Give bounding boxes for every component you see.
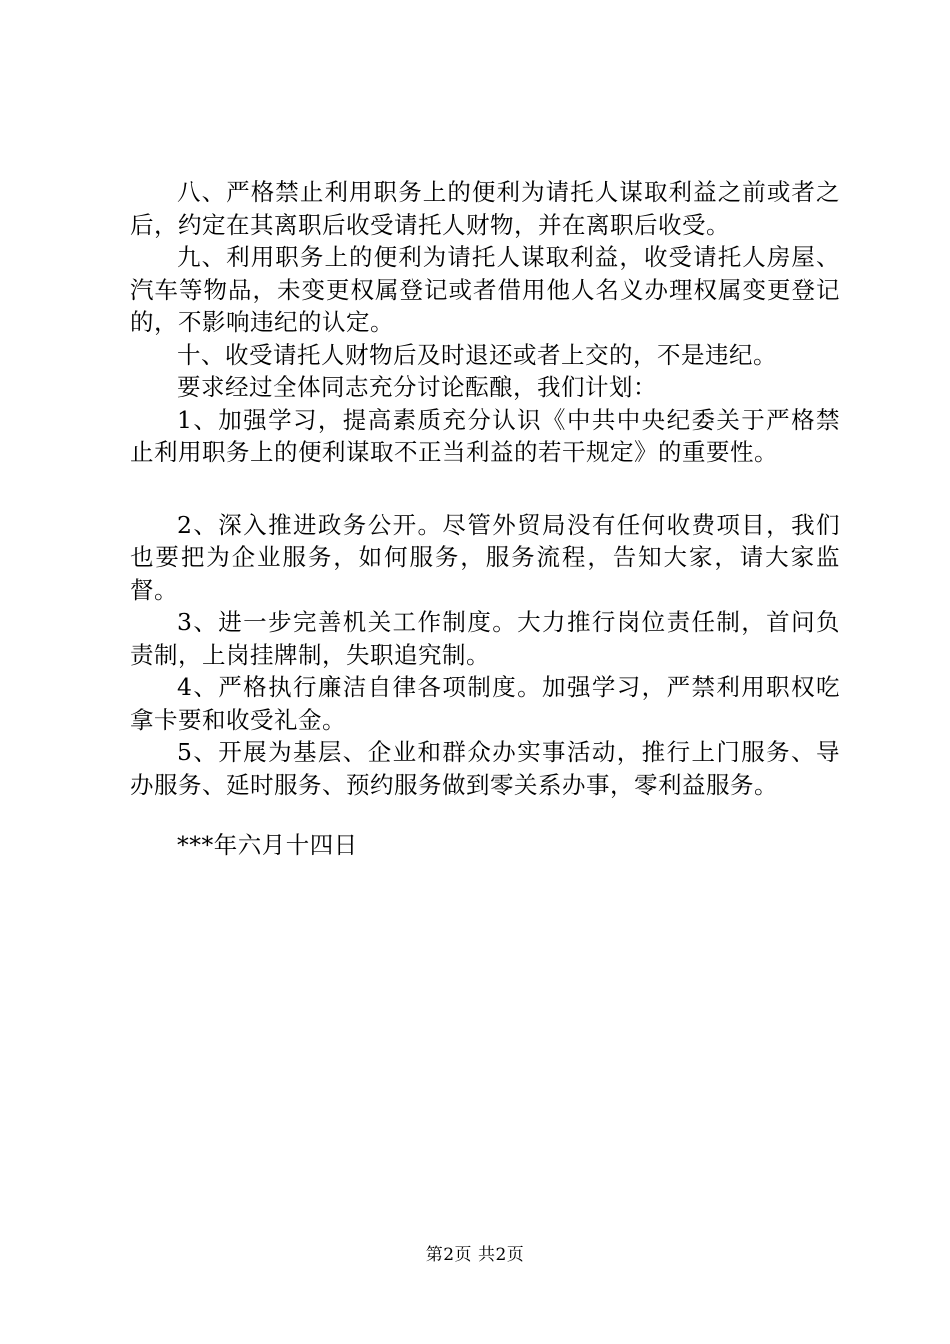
document-body xyxy=(130,176,840,862)
paragraph-plan-1: 1、加强学习，提高素质充分认识《中共中央纪委关于严格禁止利用职务上的便利谋取不正当利益的若干规定》的重要性。 xyxy=(130,405,840,466)
paragraph-plan-2: 2、深入推进政务公开。尽管外贸局没有任何收费项目，我们也要把为企业服务，如何服务，服务流程，告知大家，请大家监督。 xyxy=(130,510,840,604)
paragraph-spacer xyxy=(130,469,840,509)
paragraph-item-10: 十、收受请托人财物后及时退还或者上交的，不是违纪。 xyxy=(177,340,777,369)
document-date: ***年六月十四日 xyxy=(177,831,358,859)
paragraph-item-9: 九、利用职务上的便利为请托人谋取利益，收受请托人房屋、汽车等物品，未变更权属登记或者借用他人名义办理权属变更登记的，不影响违纪的认定。 xyxy=(130,243,840,336)
page-footer: 第2页 共2页 xyxy=(425,1245,525,1265)
paragraph-plan-4: 4、严格执行廉洁自律各项制度。加强学习，严禁利用职权吃拿卡要和收受礼金。 xyxy=(130,673,840,734)
paragraph-plan-intro: 要求经过全体同志充分讨论酝酿，我们计划： xyxy=(177,373,657,401)
paragraph-plan-5: 5、开展为基层、企业和群众办实事活动，推行上门服务、导办服务、延时服务、预约服务做到零关系办事，零利益服务。 xyxy=(130,738,840,799)
paragraph-plan-3: 3、进一步完善机关工作制度。大力推行岗位责任制，首问负责制，上岗挂牌制，失职追究制。 xyxy=(130,608,840,669)
date-spacer xyxy=(130,801,840,829)
paragraph-item-8: 八、严格禁止利用职务上的便利为请托人谋取利益之前或者之后，约定在其离职后收受请托人财物，并在离职后收受。 xyxy=(130,178,840,239)
